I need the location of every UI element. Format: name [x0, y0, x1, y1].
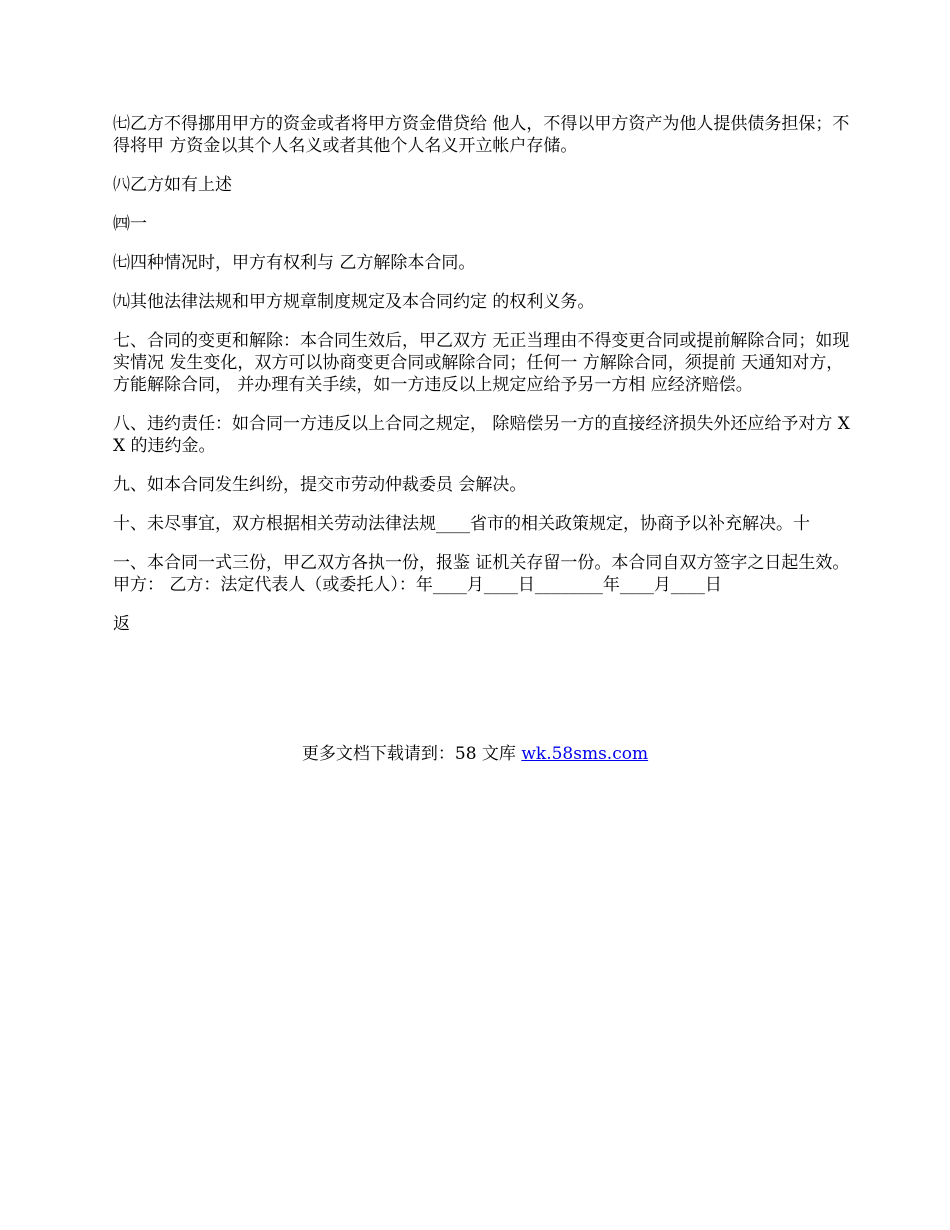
footer-download-note	[0, 743, 950, 765]
paragraph-section-8-breach: 八、违约责任：如合同一方违反以上合同之规定， 除赔偿另一方的直接经济损失外还应给予对方 XX 的违约金。	[113, 414, 850, 456]
paragraph-clause-4-one: ㈣一	[113, 214, 147, 234]
paragraph-section-9-dispute: 九、如本合同发生纠纷，提交市劳动仲裁委员 会解决。	[113, 475, 527, 495]
footer-site-link[interactable]: wk.58sms.com	[521, 744, 649, 764]
paragraph-clause-8-above: ㈧乙方如有上述	[113, 175, 232, 195]
paragraph-clause-7-termination-rights: ㈦四种情况时，甲方有权利与 乙方解除本合同。	[113, 253, 476, 273]
paragraph-clause-7-misuse-funds: ㈦乙方不得挪用甲方的资金或者将甲方资金借贷给 他人，不得以甲方资产为他人提供债务担保；不得将甲 方资金以其个人名义或者其他个人名义开立帐户存储。	[113, 114, 850, 156]
paragraph-section-10-unresolved: 十、未尽事宜，双方根据相关劳动法律法规____省市的相关政策规定，协商予以补充解决。十	[113, 514, 810, 534]
document-body	[113, 113, 853, 652]
paragraph-clause-9-other-obligations: ㈨其他法律法规和甲方规章制度规定及本合同约定 的权利义务。	[113, 292, 595, 312]
paragraph-section-7-change-termination: 七、合同的变更和解除：本合同生效后，甲乙双方 无正当理由不得变更合同或提前解除合同；如现实情况 发生变化，双方可以协商变更合同或解除合同；任何一 方解除合同，须提前 天通知对方，方能解除合同， 并办理有关手续，如一方违反以上规定应给予另一方相 应经济赔偿。	[113, 331, 850, 395]
paragraph-section-11-copies-signatures: 一、本合同一式三份，甲乙双方各执一份，报鉴 证机关存留一份。本合同自双方签字之日起生效。甲方： 乙方：法定代表人（或委托人）：年____月____日________年____月____日	[113, 553, 850, 595]
paragraph-return: 返	[113, 614, 130, 634]
footer-prefix-text: 更多文档下载请到：58 文库	[301, 744, 522, 764]
